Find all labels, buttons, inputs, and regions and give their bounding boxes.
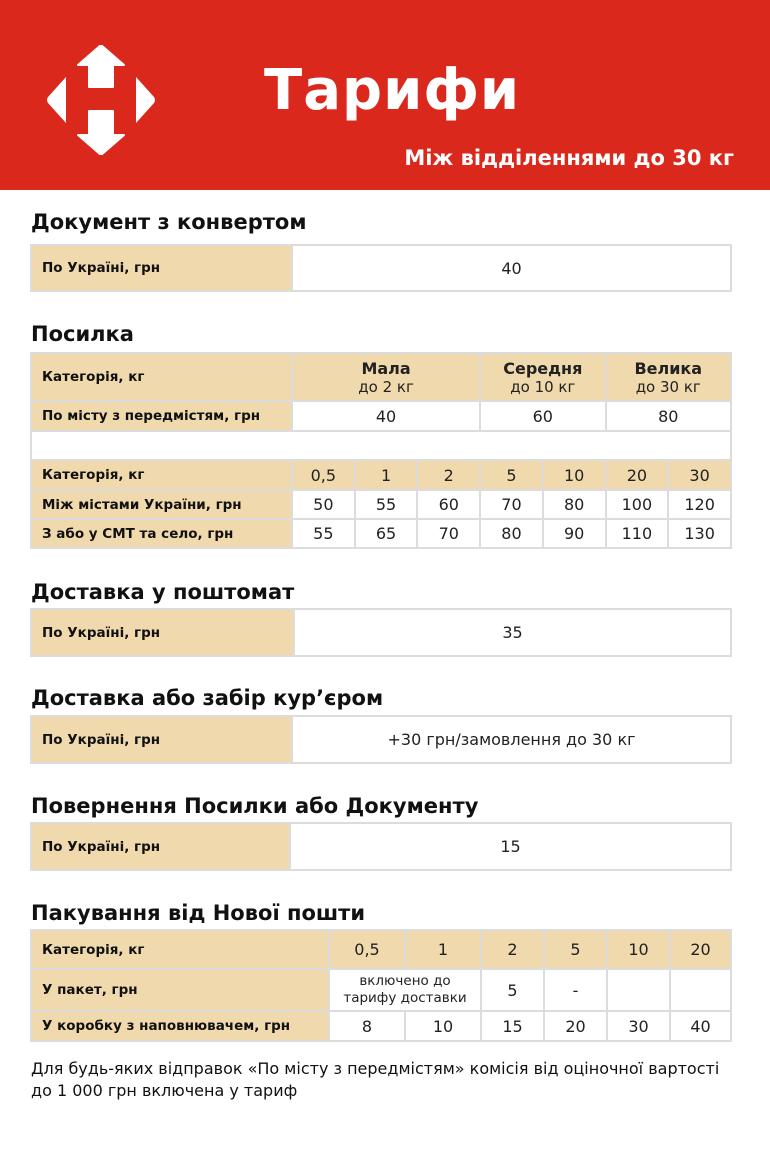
weight-cell: 30	[668, 460, 731, 490]
page-title: Тарифи	[264, 58, 521, 123]
spacer-row	[31, 431, 731, 460]
included-line: тарифу доставки	[343, 990, 467, 1006]
included-line: включено до	[359, 973, 451, 989]
return-table	[30, 822, 732, 871]
price-cell: 110	[606, 519, 669, 548]
city-label: По місту з передмістям, грн	[31, 401, 292, 431]
price-value: 15	[290, 823, 731, 870]
weight-cell: 20	[670, 930, 731, 969]
price-cell: 120	[668, 490, 731, 519]
price-cell: 5	[481, 969, 544, 1011]
header-banner	[0, 0, 770, 190]
parcel-table	[30, 352, 732, 549]
weight-cell: 5	[544, 930, 607, 969]
row-label: По Україні, грн	[31, 716, 292, 763]
section-title-document: Документ з конвертом	[31, 210, 307, 234]
section-title-return: Повернення Посилки або Документу	[31, 794, 479, 818]
price-cell	[670, 969, 731, 1011]
included-note	[329, 969, 481, 1011]
price-cell: 20	[544, 1011, 607, 1041]
weight-cell: 5	[480, 460, 543, 490]
weight-cell: 1	[405, 930, 481, 969]
price-cell: 10	[405, 1011, 481, 1041]
city-price-large: 80	[606, 401, 731, 431]
section-title-packaging: Пакування від Нової пошти	[31, 901, 366, 925]
row-label: У пакет, грн	[31, 969, 329, 1011]
price-cell: 8	[329, 1011, 405, 1041]
price-cell	[607, 969, 670, 1011]
weight-label: Категорія, кг	[31, 460, 292, 490]
weight-cell: 10	[543, 460, 606, 490]
price-cell: 80	[543, 490, 606, 519]
price-cell: 55	[292, 519, 355, 548]
price-cell: 100	[606, 490, 669, 519]
price-cell: 55	[355, 490, 418, 519]
table-row	[31, 490, 731, 519]
price-cell: 130	[668, 519, 731, 548]
price-cell: 30	[607, 1011, 670, 1041]
size-limit: до 2 кг	[358, 377, 414, 396]
price-cell: 70	[417, 519, 480, 548]
section-title-parcel: Посилка	[31, 322, 134, 346]
table-row	[31, 969, 731, 1011]
price-cell: 80	[480, 519, 543, 548]
city-price-medium: 60	[480, 401, 605, 431]
size-limit: до 10 кг	[510, 377, 576, 396]
row-label: У коробку з наповнювачем, грн	[31, 1011, 329, 1041]
row-label: Між містами України, грн	[31, 490, 292, 519]
price-value: +30 грн/замовлення до 30 кг	[292, 716, 731, 763]
row-label: По Україні, грн	[31, 245, 292, 291]
weight-cell: 0,5	[329, 930, 405, 969]
table-row	[31, 1011, 731, 1041]
page-subtitle: Між відділеннями до 30 кг	[404, 146, 734, 170]
price-cell: 50	[292, 490, 355, 519]
category-label: Категорія, кг	[31, 353, 292, 401]
price-value: 35	[294, 609, 731, 656]
row-label: З або у СМТ та село, грн	[31, 519, 292, 548]
weight-cell: 10	[607, 930, 670, 969]
section-title-postomat: Доставка у поштомат	[31, 580, 295, 604]
postomat-table	[30, 608, 732, 657]
size-name: Середня	[503, 358, 583, 378]
price-cell: 90	[543, 519, 606, 548]
table-row	[31, 519, 731, 548]
price-value: 40	[292, 245, 731, 291]
size-header-small	[292, 353, 480, 401]
price-cell: 65	[355, 519, 418, 548]
size-header-large	[606, 353, 731, 401]
size-header-medium	[480, 353, 605, 401]
packaging-table	[30, 929, 732, 1042]
weight-cell: 2	[481, 930, 544, 969]
price-cell: 40	[670, 1011, 731, 1041]
weight-cell: 0,5	[292, 460, 355, 490]
courier-table	[30, 715, 732, 764]
weight-cell: 2	[417, 460, 480, 490]
section-title-courier: Доставка або забір кур’єром	[31, 686, 384, 710]
weight-cell: 1	[355, 460, 418, 490]
price-cell: 15	[481, 1011, 544, 1041]
document-table	[30, 244, 732, 292]
price-cell: -	[544, 969, 607, 1011]
category-label: Категорія, кг	[31, 930, 329, 969]
weight-cell: 20	[606, 460, 669, 490]
city-price-small: 40	[292, 401, 480, 431]
size-name: Мала	[361, 358, 411, 378]
footnote: Для будь-яких відправок «По місту з передмістям» комісія від оціночної вартості до 1 000 грн включена у тариф	[31, 1059, 720, 1100]
row-label: По Україні, грн	[31, 823, 290, 870]
row-label: По Україні, грн	[31, 609, 294, 656]
size-limit: до 30 кг	[635, 377, 701, 396]
price-cell: 70	[480, 490, 543, 519]
price-cell: 60	[417, 490, 480, 519]
size-name: Велика	[634, 358, 703, 378]
nova-poshta-logo-icon	[46, 45, 156, 155]
